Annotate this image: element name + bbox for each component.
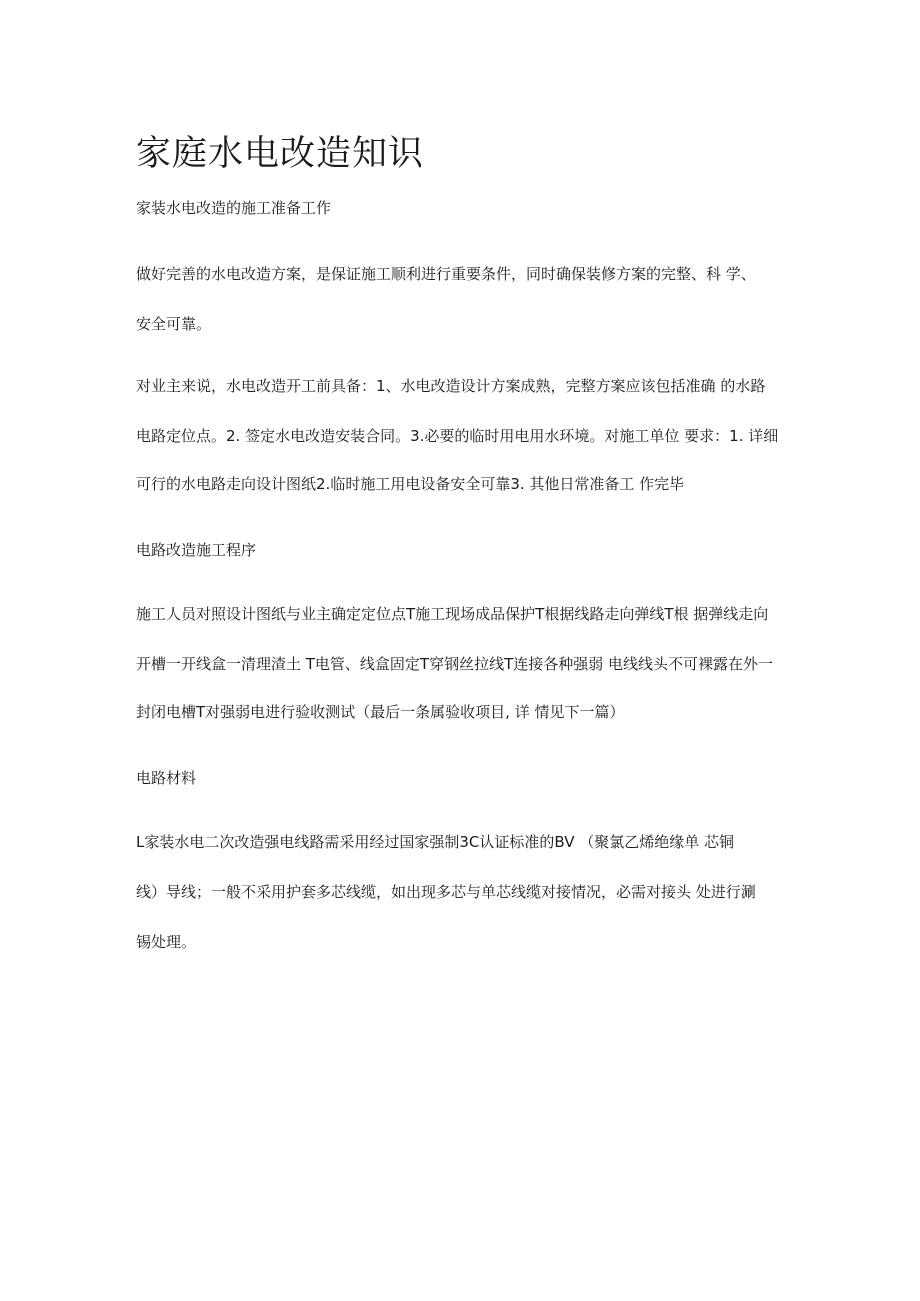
paragraph-line: 线）导线；一般不采用护套多芯线缆，如出现多芯与单芯线缆对接情况，必需对接头 处进行涮	[136, 883, 756, 901]
paragraph-line: 安全可靠。	[136, 315, 212, 333]
section-heading-circuit-materials: 电路材料	[136, 769, 197, 787]
paragraph-line: 电路定位点。2. 签定水电改造安装合同。3.必要的临时用电用水环境。对施工单位 要求：1. 详细	[136, 427, 779, 445]
paragraph-line: 可行的水电路走向设计图纸2.临时施工用电设备安全可靠3. 其他日常准备工 作完毕	[136, 475, 685, 493]
paragraph-line: 锡处理。	[136, 933, 197, 951]
document-title: 家庭水电改造知识	[136, 134, 425, 174]
paragraph-line: 开槽一开线盒一清理渣土 T电管、线盒固定T穿钢丝拉线T连接各种强弱 电线线头不可裸露在外一	[136, 655, 774, 673]
paragraph-line: 施工人员对照设计图纸与业主确定定位点T施工现场成品保护T根据线路走向弹线T根 据弹线走向	[136, 605, 769, 623]
section-heading-preparation: 家装水电改造的施工准备工作	[136, 199, 332, 217]
section-heading-circuit-procedure: 电路改造施工程序	[136, 541, 257, 559]
paragraph-line: 封闭电槽T对强弱电进行验收测试（最后一条属验收项目, 详 情见下一篇）	[136, 703, 625, 721]
paragraph-line: 对业主来说，水电改造开工前具备：1、水电改造设计方案成熟，完整方案应该包括准确 的水路	[136, 377, 766, 395]
paragraph-line: L家装水电二次改造强电线路需采用经过国家强制3C认证标准的BV （聚氯乙烯绝缘单 芯铜	[136, 833, 735, 851]
paragraph-line: 做好完善的水电改造方案，是保证施工顺利进行重要条件，同时确保装修方案的完整、科 学、	[136, 265, 756, 283]
